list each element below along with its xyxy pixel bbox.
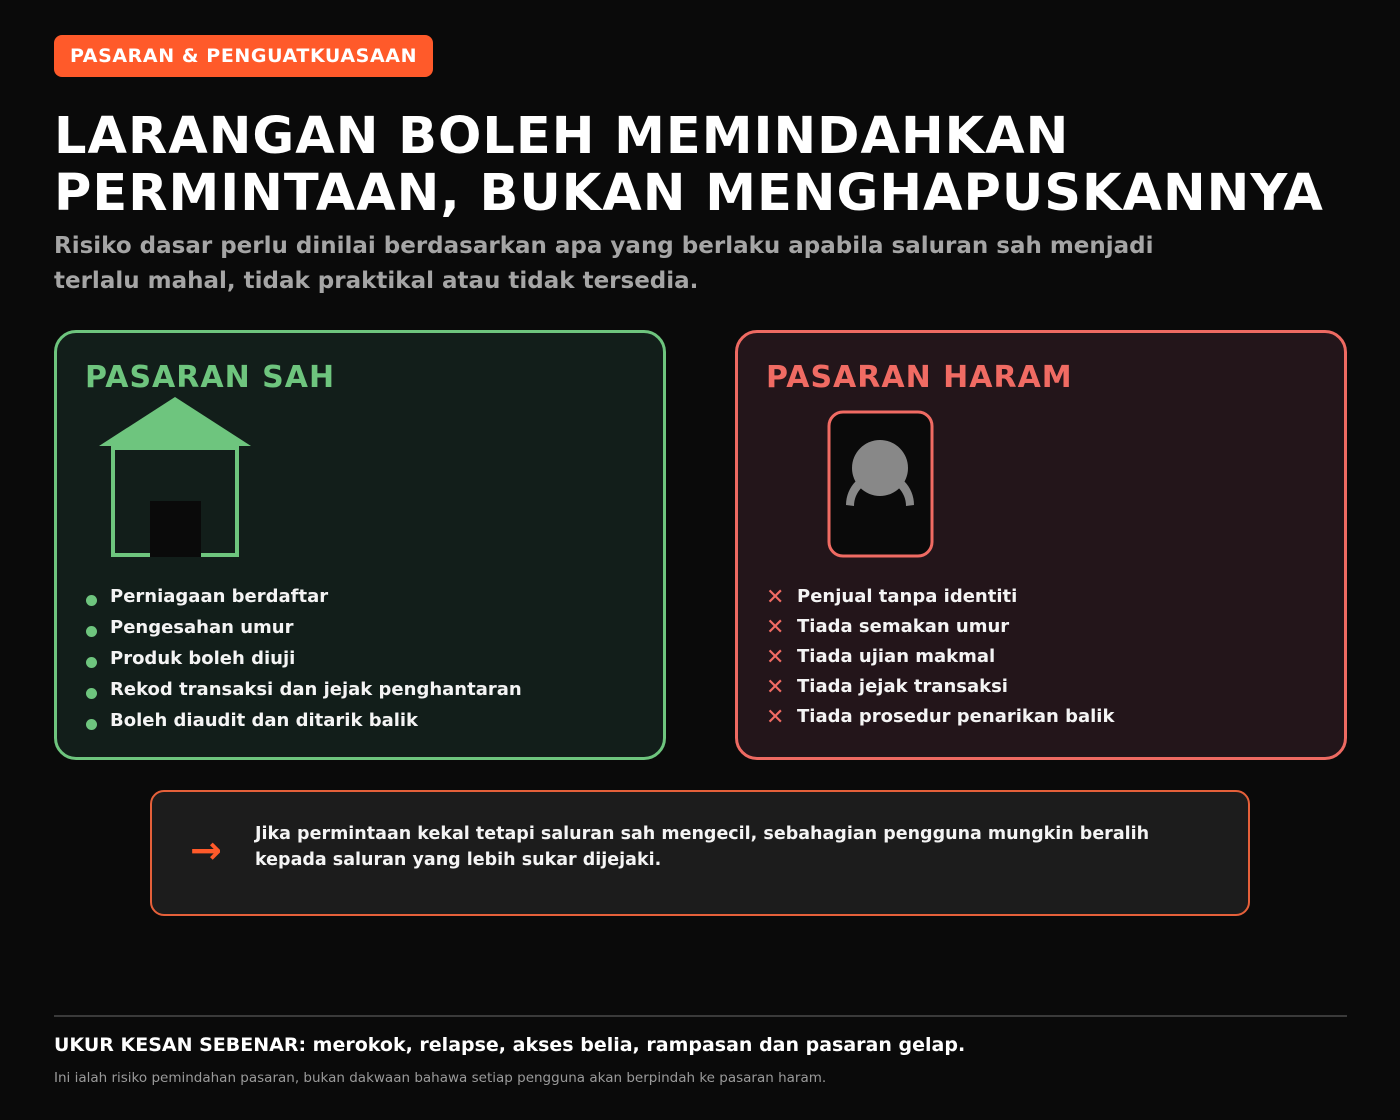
list-item-label: Produk boleh diuji [110, 648, 296, 669]
page-subtitle [54, 229, 1314, 299]
list-item [85, 586, 522, 617]
category-tag: PASARAN & PENGUATKUASAAN [54, 35, 433, 77]
bullet-dot-icon [86, 719, 97, 730]
footer-headline: UKUR KESAN SEBENAR: merokok, relapse, akses belia, rampasan dan pasaran gelap. [54, 1034, 966, 1056]
list-item-label: Tiada semakan umur [797, 616, 1010, 637]
list-item-label: Penjual tanpa identiti [797, 586, 1018, 607]
bullet-dot-icon [86, 657, 97, 668]
list-item [766, 646, 1114, 676]
footer-disclaimer: Ini ialah risiko pemindahan pasaran, bukan dakwaan bahawa setiap pengguna akan berpindah ke pasaran haram. [54, 1070, 827, 1086]
title-line-1: LARANGAN BOLEH MEMINDAHKAN [54, 107, 1070, 166]
list-item-label: Tiada prosedur penarikan balik [797, 706, 1115, 727]
subtitle-line-1: Risiko dasar perlu dinilai berdasarkan apa yang berlaku apabila saluran sah menjadi [54, 233, 1154, 259]
market-shift-note [150, 790, 1250, 916]
footer-divider [54, 1015, 1347, 1017]
anonymous-phone-icon [827, 410, 935, 559]
bullet-dot-icon [86, 688, 97, 699]
title-line-2: PERMINTAAN, BUKAN MENGHAPUSKANNYA [54, 164, 1324, 223]
list-item [766, 616, 1114, 646]
legal-market-title: PASARAN SAH [85, 360, 336, 395]
list-item-label: Tiada ujian makmal [797, 646, 996, 667]
note-line-2: kepada saluran yang lebih sukar dijejaki. [255, 850, 662, 870]
list-item-label: Pengesahan umur [110, 617, 294, 638]
list-item [85, 648, 522, 679]
note-text [255, 821, 1215, 873]
note-line-1: Jika permintaan kekal tetapi saluran sah mengecil, sebahagian pengguna mungkin beralih [255, 824, 1150, 844]
cross-icon: ✕ [766, 615, 785, 640]
arrow-right-icon: → [190, 828, 222, 872]
list-item-label: Tiada jejak transaksi [797, 676, 1008, 697]
list-item [766, 706, 1114, 736]
list-item-label: Rekod transaksi dan jejak penghantaran [110, 679, 522, 700]
bullet-dot-icon [86, 595, 97, 606]
illegal-market-panel [735, 330, 1347, 760]
list-item-label: Boleh diaudit dan ditarik balik [110, 710, 419, 731]
list-item-label: Perniagaan berdaftar [110, 586, 329, 607]
list-item [766, 676, 1114, 706]
subtitle-line-2: terlalu mahal, tidak praktikal atau tidak tersedia. [54, 268, 699, 294]
illegal-market-title: PASARAN HARAM [766, 360, 1073, 395]
house-icon [99, 397, 253, 561]
list-item [85, 617, 522, 648]
illegal-features-list [766, 586, 1114, 736]
list-item [85, 679, 522, 710]
cross-icon: ✕ [766, 675, 785, 700]
cross-icon: ✕ [766, 645, 785, 670]
cross-icon: ✕ [766, 585, 785, 610]
bullet-dot-icon [86, 626, 97, 637]
legal-market-panel [54, 330, 666, 760]
cross-icon: ✕ [766, 705, 785, 730]
legal-features-list [85, 586, 522, 741]
page-title [54, 108, 1324, 222]
list-item [85, 710, 522, 741]
list-item [766, 586, 1114, 616]
